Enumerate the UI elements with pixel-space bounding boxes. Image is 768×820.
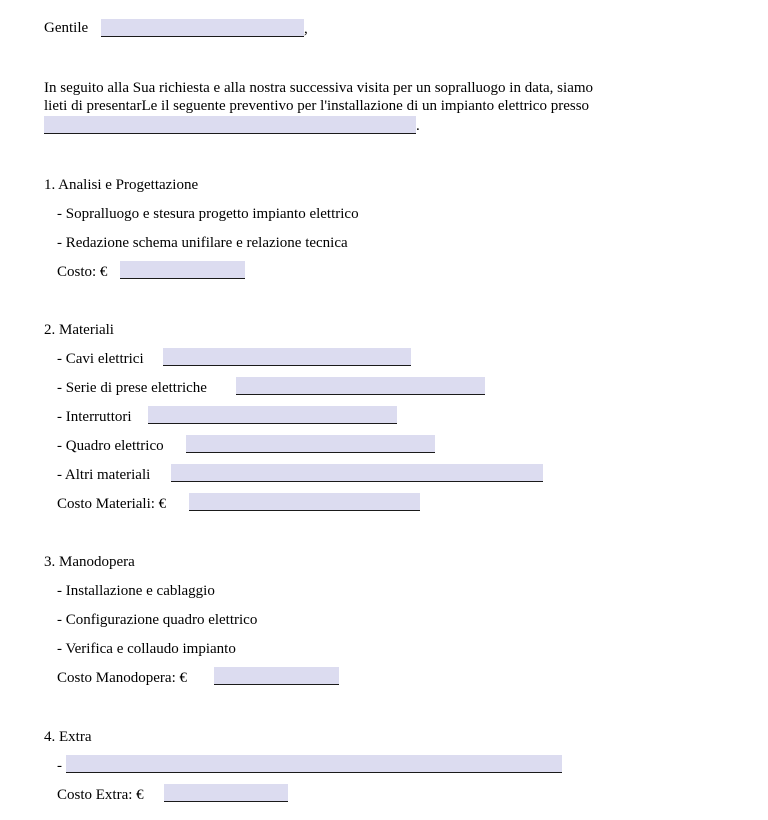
altri-materiali-field[interactable] — [171, 464, 543, 482]
materials-item: - Cavi elettrici — [57, 351, 144, 367]
greeting-comma: , — [304, 21, 308, 37]
materials-cost-label: Costo Materiali: € — [57, 496, 167, 512]
labor-cost-label: Costo Manodopera: € — [57, 670, 187, 686]
labor-cost-field[interactable] — [214, 667, 339, 685]
materials-item: - Serie di prese elettriche — [57, 380, 207, 396]
extra-cost-label: Costo Extra: € — [57, 787, 144, 803]
labor-item: - Verifica e collaudo impianto — [57, 641, 236, 657]
extra-item-field[interactable] — [66, 755, 562, 773]
install-address-field[interactable] — [44, 116, 416, 134]
analysis-item: - Sopralluogo e stesura progetto impianto elettrico — [57, 206, 359, 222]
extra-cost-field[interactable] — [164, 784, 288, 802]
materials-cost-field[interactable] — [189, 493, 420, 511]
materials-item: - Quadro elettrico — [57, 438, 164, 454]
analysis-cost-label: Costo: € — [57, 264, 108, 280]
section-extra-title: 4. Extra — [44, 729, 92, 745]
labor-item: - Configurazione quadro elettrico — [57, 612, 258, 628]
quadro-elettrico-field[interactable] — [186, 435, 435, 453]
analysis-item: - Redazione schema unifilare e relazione tecnica — [57, 235, 348, 251]
section-labor-title: 3. Manodopera — [44, 554, 135, 570]
extra-dash: - — [57, 758, 62, 774]
materials-item: - Altri materiali — [57, 467, 151, 483]
intro-period: . — [416, 118, 420, 134]
labor-item: - Installazione e cablaggio — [57, 583, 215, 599]
recipient-name-field[interactable] — [101, 19, 304, 37]
interruttori-field[interactable] — [148, 406, 397, 424]
serie-prese-field[interactable] — [236, 377, 485, 395]
section-materials-title: 2. Materiali — [44, 322, 114, 338]
section-analysis-title: 1. Analisi e Progettazione — [44, 177, 199, 193]
intro-line-1: In seguito alla Sua richiesta e alla nostra successiva visita per un sopralluogo in data, siamo — [44, 80, 594, 96]
analysis-cost-field[interactable] — [120, 261, 245, 279]
intro-line-2: lieti di presentarLe il seguente preventivo per l'installazione di un impianto elettrico presso — [44, 98, 590, 114]
cavi-elettrici-field[interactable] — [163, 348, 411, 366]
greeting-label: Gentile — [44, 20, 89, 36]
materials-item: - Interruttori — [57, 409, 132, 425]
